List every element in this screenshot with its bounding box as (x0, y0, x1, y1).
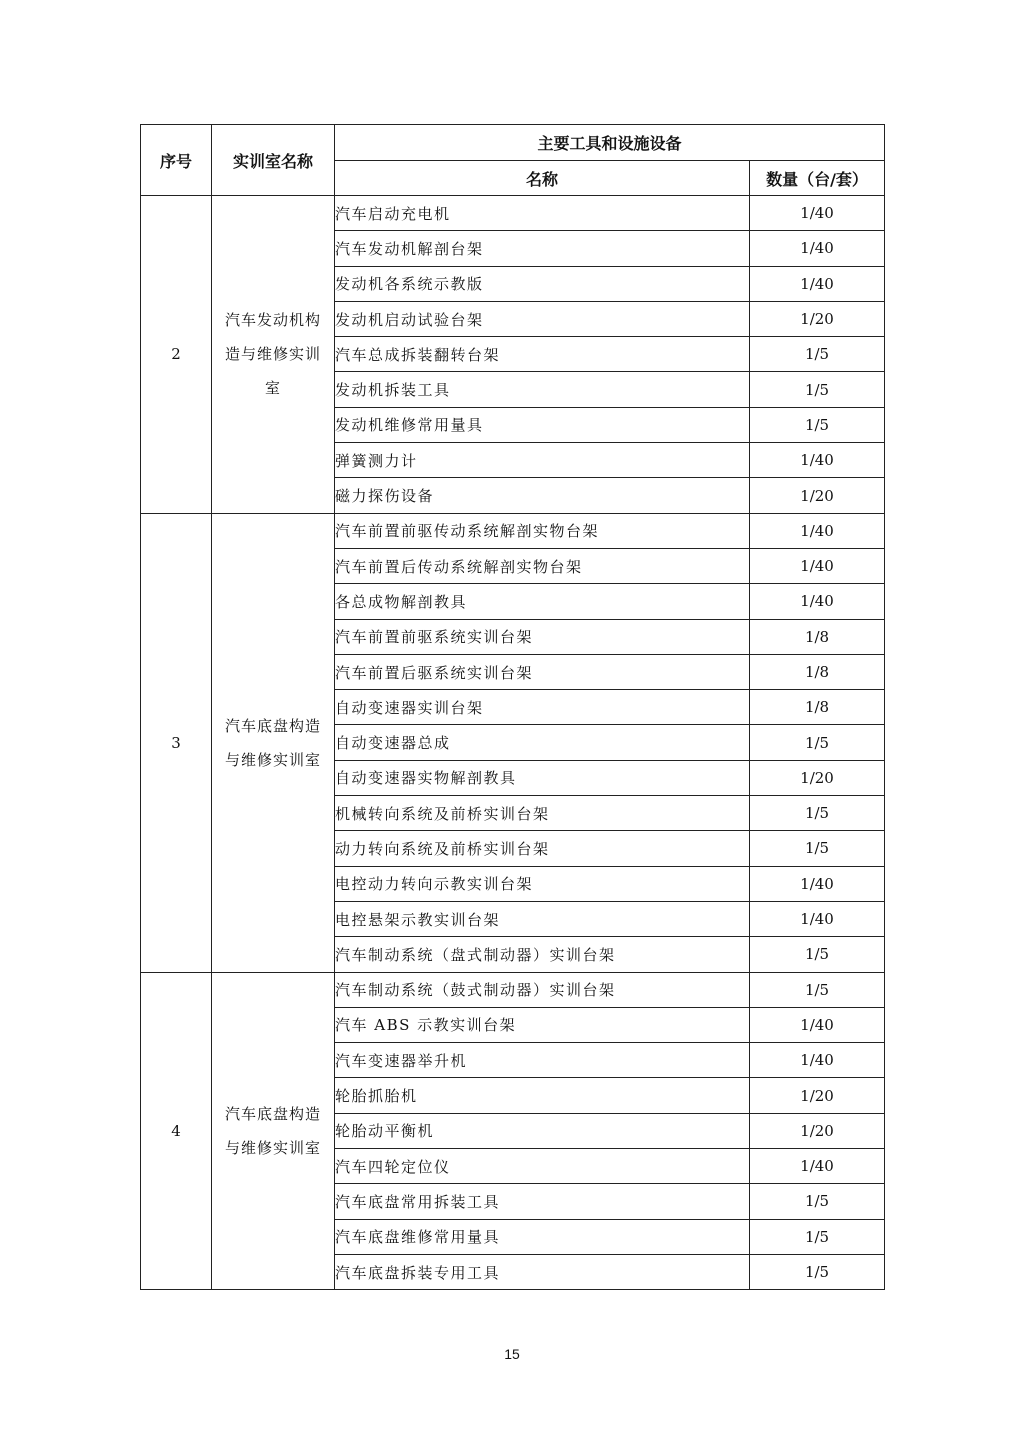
quantity-cell: 1/5 (750, 1254, 885, 1289)
header-seq: 序号 (141, 125, 212, 196)
equipment-name-cell: 汽车变速器举升机 (335, 1043, 750, 1078)
quantity-cell: 1/20 (750, 301, 885, 336)
equipment-name-cell: 汽车制动系统（鼓式制动器）实训台架 (335, 972, 750, 1007)
quantity-cell: 1/40 (750, 584, 885, 619)
equipment-name-cell: 发动机拆装工具 (335, 372, 750, 407)
header-equipment-group: 主要工具和设施设备 (335, 125, 885, 161)
header-quantity: 数量（台/套） (750, 161, 885, 196)
equipment-name-cell: 发动机各系统示教版 (335, 266, 750, 301)
quantity-cell: 1/40 (750, 866, 885, 901)
header-room-name: 实训室名称 (212, 125, 335, 196)
quantity-cell: 1/8 (750, 654, 885, 689)
quantity-cell: 1/40 (750, 231, 885, 266)
equipment-name-cell: 发动机维修常用量具 (335, 407, 750, 442)
table-row (141, 972, 885, 1007)
quantity-cell: 1/40 (750, 901, 885, 936)
quantity-cell: 1/20 (750, 1078, 885, 1113)
quantity-cell: 1/5 (750, 1219, 885, 1254)
quantity-cell: 1/5 (750, 407, 885, 442)
quantity-cell: 1/5 (750, 937, 885, 972)
equipment-name-cell: 汽车前置前驱系统实训台架 (335, 619, 750, 654)
equipment-name-cell: 汽车前置后传动系统解剖实物台架 (335, 548, 750, 583)
equipment-name-cell: 汽车启动充电机 (335, 196, 750, 231)
quantity-cell: 1/40 (750, 1043, 885, 1078)
equipment-name-cell: 汽车总成拆装翻转台架 (335, 337, 750, 372)
equipment-name-cell: 汽车底盘常用拆装工具 (335, 1184, 750, 1219)
quantity-cell: 1/40 (750, 513, 885, 548)
quantity-cell: 1/5 (750, 337, 885, 372)
equipment-name-cell: 汽车制动系统（盘式制动器）实训台架 (335, 937, 750, 972)
equipment-name-cell: 发动机启动试验台架 (335, 301, 750, 336)
equipment-name-cell: 电控动力转向示教实训台架 (335, 866, 750, 901)
quantity-cell: 1/20 (750, 760, 885, 795)
equipment-name-cell: 轮胎动平衡机 (335, 1113, 750, 1148)
equipment-name-cell: 自动变速器实训台架 (335, 690, 750, 725)
table-row (141, 196, 885, 231)
quantity-cell: 1/5 (750, 796, 885, 831)
seq-cell: 4 (141, 972, 212, 1290)
equipment-name-cell: 自动变速器总成 (335, 725, 750, 760)
equipment-name-cell: 汽车前置前驱传动系统解剖实物台架 (335, 513, 750, 548)
room-name-cell: 汽车底盘构造 与维修实训室 (212, 513, 335, 972)
quantity-cell: 1/40 (750, 548, 885, 583)
quantity-cell: 1/40 (750, 443, 885, 478)
header-name: 名称 (335, 161, 750, 196)
seq-cell: 2 (141, 196, 212, 514)
page-number: 15 (504, 1346, 520, 1362)
quantity-cell: 1/5 (750, 831, 885, 866)
table-body (141, 196, 885, 1290)
quantity-cell: 1/8 (750, 619, 885, 654)
equipment-name-cell: 自动变速器实物解剖教具 (335, 760, 750, 795)
quantity-cell: 1/20 (750, 1113, 885, 1148)
quantity-cell: 1/40 (750, 1149, 885, 1184)
quantity-cell: 1/40 (750, 266, 885, 301)
table-row (141, 513, 885, 548)
equipment-name-cell: 磁力探伤设备 (335, 478, 750, 513)
equipment-name-cell: 电控悬架示教实训台架 (335, 901, 750, 936)
quantity-cell: 1/40 (750, 196, 885, 231)
room-name-cell: 汽车底盘构造 与维修实训室 (212, 972, 335, 1290)
equipment-name-cell: 汽车底盘维修常用量具 (335, 1219, 750, 1254)
quantity-cell: 1/5 (750, 372, 885, 407)
quantity-cell: 1/5 (750, 972, 885, 1007)
equipment-name-cell: 机械转向系统及前桥实训台架 (335, 796, 750, 831)
equipment-name-cell: 汽车底盘拆装专用工具 (335, 1254, 750, 1289)
equipment-name-cell: 轮胎抓胎机 (335, 1078, 750, 1113)
equipment-name-cell: 汽车前置后驱系统实训台架 (335, 654, 750, 689)
equipment-name-cell: 动力转向系统及前桥实训台架 (335, 831, 750, 866)
equipment-name-cell: 汽车发动机解剖台架 (335, 231, 750, 266)
quantity-cell: 1/20 (750, 478, 885, 513)
equipment-table (140, 124, 885, 1290)
quantity-cell: 1/5 (750, 725, 885, 760)
quantity-cell: 1/5 (750, 1184, 885, 1219)
equipment-name-cell: 各总成物解剖教具 (335, 584, 750, 619)
equipment-name-cell: 汽车 ABS 示教实训台架 (335, 1007, 750, 1042)
room-name-cell: 汽车发动机构 造与维修实训 室 (212, 196, 335, 514)
quantity-cell: 1/40 (750, 1007, 885, 1042)
equipment-name-cell: 弹簧测力计 (335, 443, 750, 478)
seq-cell: 3 (141, 513, 212, 972)
quantity-cell: 1/8 (750, 690, 885, 725)
equipment-name-cell: 汽车四轮定位仪 (335, 1149, 750, 1184)
